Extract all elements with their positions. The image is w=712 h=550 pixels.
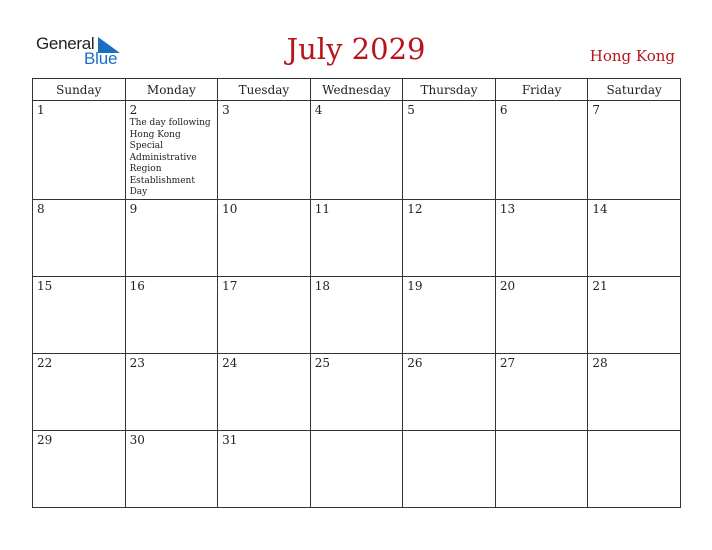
day-cell [33, 101, 126, 200]
day-number: 18 [314, 278, 330, 293]
weekday-monday: Monday [125, 79, 218, 101]
day-cell [588, 199, 681, 276]
day-number: 23 [129, 355, 145, 370]
day-number: 4 [314, 103, 323, 117]
weekday-thursday: Thursday [403, 79, 496, 101]
day-number: 28 [592, 355, 608, 370]
day-number: 3 [222, 103, 230, 117]
week-row-3 [33, 276, 681, 353]
month-title: July 2029 [286, 32, 426, 66]
day-number: 9 [129, 201, 138, 216]
day-number: 20 [499, 278, 516, 293]
day-cell [588, 353, 681, 430]
day-number: 21 [592, 278, 608, 293]
day-cell [403, 199, 496, 276]
day-number: 26 [407, 355, 423, 370]
day-number: 5 [407, 103, 415, 117]
day-cell [218, 276, 311, 353]
logo-word-general: General [36, 34, 95, 53]
day-cell-empty [495, 430, 588, 507]
day-cell [495, 199, 588, 276]
day-cell [310, 199, 403, 276]
region-label: Hong Kong [589, 47, 675, 65]
day-cell [310, 276, 403, 353]
day-cell [125, 199, 218, 276]
day-cell [125, 101, 218, 200]
weekday-friday: Friday [495, 79, 588, 101]
day-number: 12 [407, 201, 423, 216]
day-cell [403, 276, 496, 353]
day-number: 24 [222, 355, 238, 370]
day-cell [125, 430, 218, 507]
day-cell [218, 101, 311, 200]
day-cell [218, 430, 311, 507]
day-number: 16 [129, 278, 145, 293]
day-cell-empty [310, 430, 403, 507]
day-cell [310, 353, 403, 430]
day-cell [495, 276, 588, 353]
day-cell [588, 276, 681, 353]
holiday-label: The day following Hong Kong Special Administrative Region Establishment Day [129, 118, 211, 197]
weekday-sunday: Sunday [33, 79, 126, 101]
day-number: 11 [314, 201, 330, 216]
week-row-2 [33, 199, 681, 276]
day-cell-empty [588, 430, 681, 507]
day-cell [495, 353, 588, 430]
day-cell [33, 276, 126, 353]
day-cell-empty [403, 430, 496, 507]
weekday-wednesday: Wednesday [310, 79, 403, 101]
day-number: 27 [499, 355, 516, 370]
day-cell [218, 199, 311, 276]
day-cell [33, 353, 126, 430]
calendar-grid [32, 78, 681, 508]
day-number: 19 [407, 278, 423, 293]
day-number: 13 [499, 201, 516, 216]
weekday-saturday: Saturday [588, 79, 681, 101]
day-number: 14 [592, 201, 608, 216]
weekday-tuesday: Tuesday [218, 79, 311, 101]
day-cell [33, 199, 126, 276]
day-cell [310, 101, 403, 200]
day-number: 17 [222, 278, 238, 293]
day-cell [495, 101, 588, 200]
day-number: 30 [129, 432, 145, 447]
day-number: 25 [314, 355, 330, 370]
day-number: 31 [222, 432, 238, 447]
week-row-4 [33, 353, 681, 430]
day-number: 10 [222, 201, 238, 216]
day-number: 22 [37, 355, 53, 370]
day-number: 7 [592, 103, 601, 117]
day-number: 1 [37, 103, 45, 117]
week-row-1 [33, 101, 681, 200]
day-cell [125, 353, 218, 430]
day-cell [403, 101, 496, 200]
day-number: 15 [37, 278, 53, 293]
day-number: 2 [129, 103, 138, 117]
day-number: 29 [37, 432, 53, 447]
logo-word-blue: Blue [84, 49, 118, 68]
day-cell [403, 353, 496, 430]
week-row-5 [33, 430, 681, 507]
day-cell [33, 430, 126, 507]
day-cell [125, 276, 218, 353]
weekday-header-row [33, 79, 681, 101]
day-cell [218, 353, 311, 430]
day-cell [588, 101, 681, 200]
day-number: 6 [499, 103, 508, 117]
day-number: 8 [37, 201, 45, 216]
